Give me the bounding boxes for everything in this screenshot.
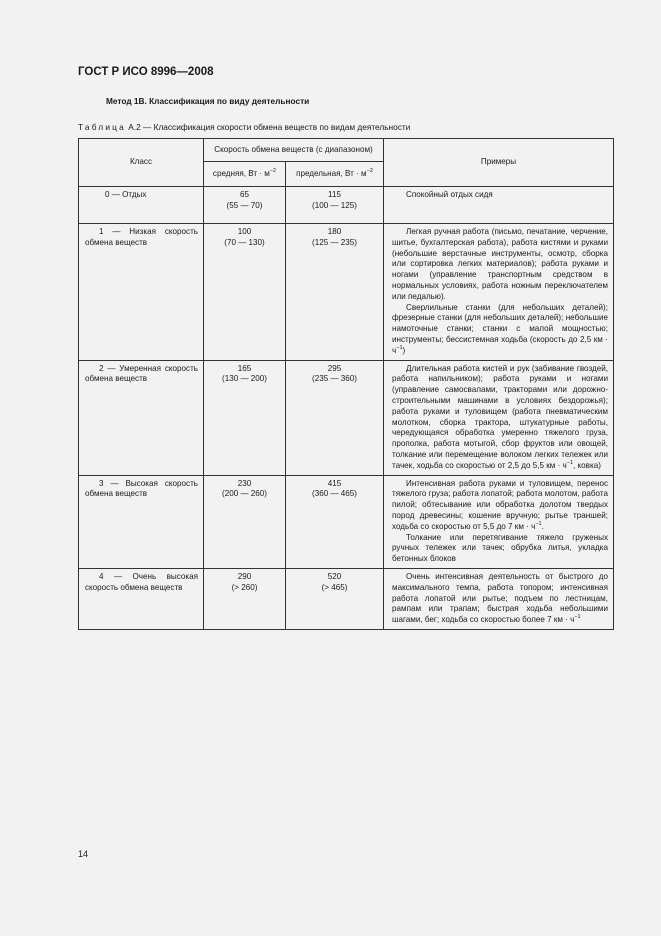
limit-cell: 295 (235 — 360) bbox=[286, 360, 384, 475]
class-cell: 2 — Умеренная скорость обмена веществ bbox=[79, 360, 204, 475]
examples-cell: Спокойный отдых сидя bbox=[384, 187, 614, 224]
caption-text: А.2 — Классификация скорости обмена веществ по видам деятельности bbox=[128, 122, 411, 132]
limit-cell: 180 (125 — 235) bbox=[286, 224, 384, 361]
table-row bbox=[79, 224, 614, 361]
limit-cell: 115 (100 — 125) bbox=[286, 187, 384, 224]
table-row bbox=[79, 568, 614, 629]
header-examples: Примеры bbox=[384, 139, 614, 187]
header-limit: предельная, Вт · $м^{-2}$ bbox=[286, 162, 384, 187]
average-cell: 290 (> 260) bbox=[204, 568, 286, 629]
classification-table bbox=[78, 138, 614, 630]
examples-cell: Очень интенсивная деятельность от быстрого до максимального темпа, работа топором; интенсивная работа лопатой или рытье; подъем по лестницам, рампам или трапам; быстрая ходьба небольшими шагами, бег; ходьба со скоростью более 7 км · $ч^{-1}$ bbox=[384, 568, 614, 629]
table-caption bbox=[78, 122, 410, 132]
table-row bbox=[79, 187, 614, 224]
average-cell: 100 (70 — 130) bbox=[204, 224, 286, 361]
standard-header: ГОСТ Р ИСО 8996—2008 bbox=[78, 66, 214, 78]
header-average: средняя, Вт · $м^{-2}$ bbox=[204, 162, 286, 187]
average-cell: 230 (200 — 260) bbox=[204, 475, 286, 568]
header-rate-group: Скорость обмена веществ (с диапазоном) bbox=[204, 139, 384, 162]
class-cell: 4 — Очень высокая скорость обмена веществ bbox=[79, 568, 204, 629]
limit-cell: 520 (> 465) bbox=[286, 568, 384, 629]
examples-cell: Легкая ручная работа (письмо, печатание, черчение, шитье, бухгалтерская работа), работа кистями и руками (небольшие верстачные инструменты, осмотр, сборка или сортировка легких материалов); работа руками и ногами (управление транспортным средством в нормальных условиях, работа ножным переключателем или педалью). Сверлильные станки (для небольших деталей); фрезерные станки (для небольших деталей); небольшие намоточные станки; станки с малой мощностью; инструменты; бессистемная ходьба (скорость до 2,5 км · $ч^{-1}$) bbox=[384, 224, 614, 361]
average-cell: 65 (55 — 70) bbox=[204, 187, 286, 224]
class-cell: 0 — Отдых bbox=[79, 187, 204, 224]
method-title: Метод 1В. Классификация по виду деятельности bbox=[106, 96, 310, 106]
class-cell: 3 — Высокая скорость обмена веществ bbox=[79, 475, 204, 568]
examples-cell: Интенсивная работа руками и туловищем, перенос тяжелого груза; работа лопатой; работа молотом, работа пилой; обтесывание или обработка долотом твердых пород древесины; кошение вручную; рытье траншей; ходьба со скоростью от 5,5 до 7 км · $ч^{-1}$. Толкание или перетягивание тяжело груженых ручных тележек или тачек; обрубка литья, укладка бетонных блоков bbox=[384, 475, 614, 568]
average-cell: 165 (130 — 200) bbox=[204, 360, 286, 475]
table-row bbox=[79, 475, 614, 568]
header-class: Класс bbox=[79, 139, 204, 187]
limit-cell: 415 (360 — 465) bbox=[286, 475, 384, 568]
table-row bbox=[79, 360, 614, 475]
caption-prefix: Таблица bbox=[78, 122, 126, 132]
class-cell: 1 — Низкая скорость обмена веществ bbox=[79, 224, 204, 361]
examples-cell: Длительная работа кистей и рук (забивание гвоздей, работа напильником); работа руками и ногами (управление самосвалами, тракторами или дорожно-строительными машинами в условиях бездорожья); работа руками и туловищем (работа пневматическим молотком, сборка трактора, штукатурные работы, чередующаяся обработка умеренно тяжелого груза, прополка, работа мотыгой, сбор фруктов или овощей, толкание или перемещение волоком легких тележек или тачек, ходьба со скоростью от 2,5 до 5,5 км · $ч^{-1}$, ковка) bbox=[384, 360, 614, 475]
page-number: 14 bbox=[78, 849, 89, 859]
